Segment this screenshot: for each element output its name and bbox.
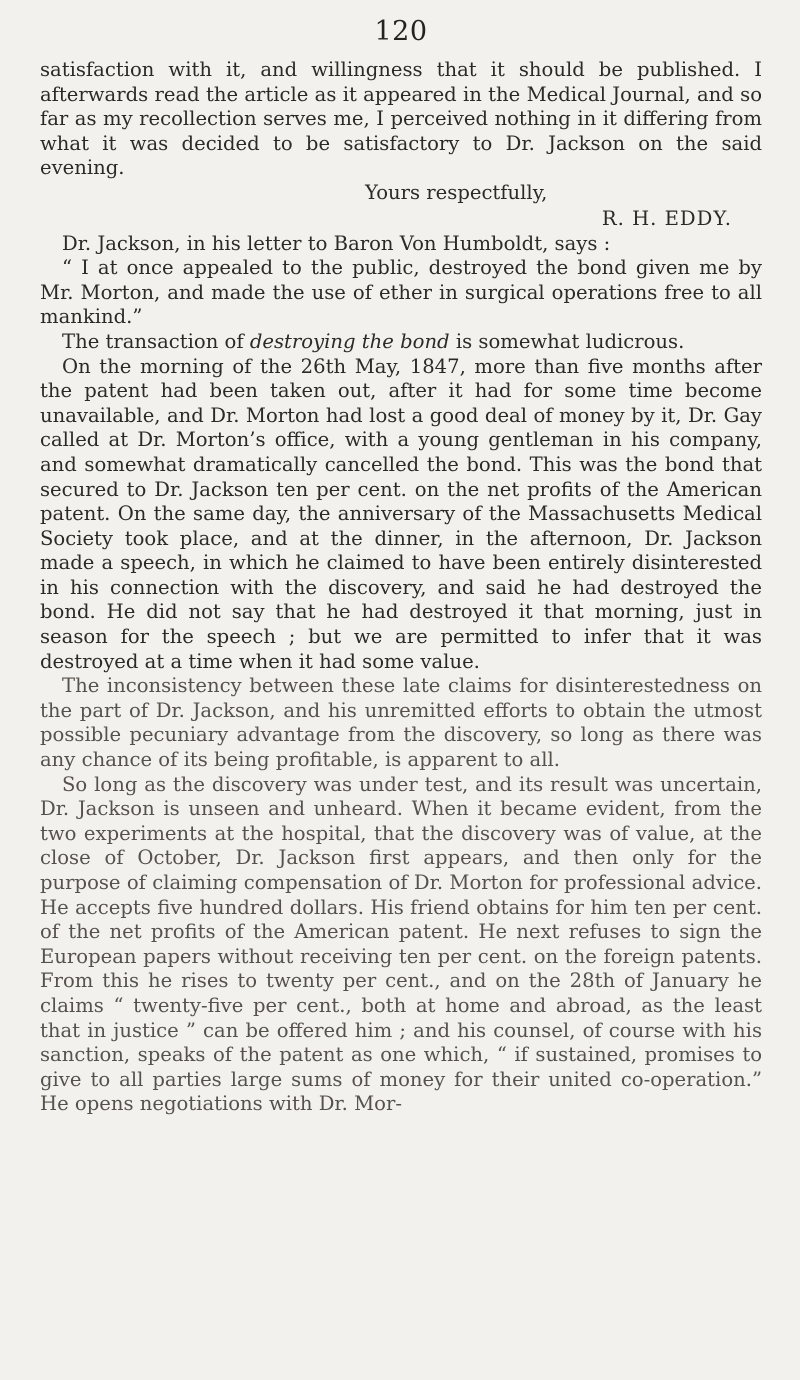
transaction-emphasis: destroying the bond xyxy=(249,329,450,353)
paragraph-humboldt-letter: Dr. Jackson, in his letter to Baron Von Humboldt, says : xyxy=(62,231,611,255)
paragraph-transaction xyxy=(40,330,762,355)
letter-ending-paragraph: satisfaction with it, and willingness that it should be published. I afterwards read the article as it appeared in the Medical Journal, and so far as my recollection serves me, I perceived nothing in it differing from what it was decided to be satisfactory to Dr. Jackson on the said evening. xyxy=(40,58,762,180)
transaction-text-end: is somewhat ludicrous. xyxy=(449,329,685,353)
letter-signature: R. H. EDDY. xyxy=(601,206,732,230)
paragraph-claims: So long as the discovery was under test, and its result was uncertain, Dr. Jackson is unseen and unheard. When it became evident, from the two experiments at the hospital, that the discovery was of value, at the close of October, Dr. Jackson first appears, and then only for the purpose of claiming compensation of Dr. Morton for professional advice. He accepts five hundred dollars. His friend obtains for him ten per cent. of the net profits of the American patent. He next refuses to sign the European papers without receiving ten per cent. on the foreign patents. From this he rises to twenty per cent., and on the 28th of January he claims “ twenty-five per cent., both at home and abroad, as the least that in justice ” can be offered him ; and his counsel, of course with his sanction, speaks of the patent as one which, “ if sustained, promises to give to all parties large sums of money for their united co-operation.” He opens negotiations with Dr. Mor- xyxy=(40,772,762,1116)
transaction-text-start: The transaction of xyxy=(62,329,250,353)
letter-closing: Yours respectfully, xyxy=(365,180,548,204)
body-text xyxy=(40,58,762,1117)
paragraph-inconsistency: The inconsistency between these late claims for disinterestedness on the part of Dr. Jackson, and his unremitted efforts to obtain the utmost possible pecuniary advantage from the discovery, so long as there was any chance of its being profitable, is apparent to all. xyxy=(40,674,762,772)
paragraph-quote: “ I at once appealed to the public, destroyed the bond given me by Mr. Morton, and made the use of ether in surgical operations free to all mankind.” xyxy=(40,256,762,329)
paragraph-bond-cancelled: On the morning of the 26th May, 1847, more than five months after the patent had been taken out, after it had for some time become unavailable, and Dr. Morton had lost a good deal of money by it, Dr. Gay called at Dr. Morton’s office, with a young gentleman in his company, and somewhat dramatically cancelled the bond. This was the bond that secured to Dr. Jackson ten per cent. on the net profits of the American patent. On the same day, the anniversary of the Massachusetts Medical Society took place, and at the dinner, in the afternoon, Dr. Jackson made a speech, in which he claimed to have been entirely disinterested in his connection with the discovery, and said he had destroyed the bond. He did not say that he had destroyed it that morning, just in season for the speech ; but we are permitted to infer that it was destroyed at a time when it had some value. xyxy=(40,354,762,673)
page-number: 120 xyxy=(374,16,428,47)
